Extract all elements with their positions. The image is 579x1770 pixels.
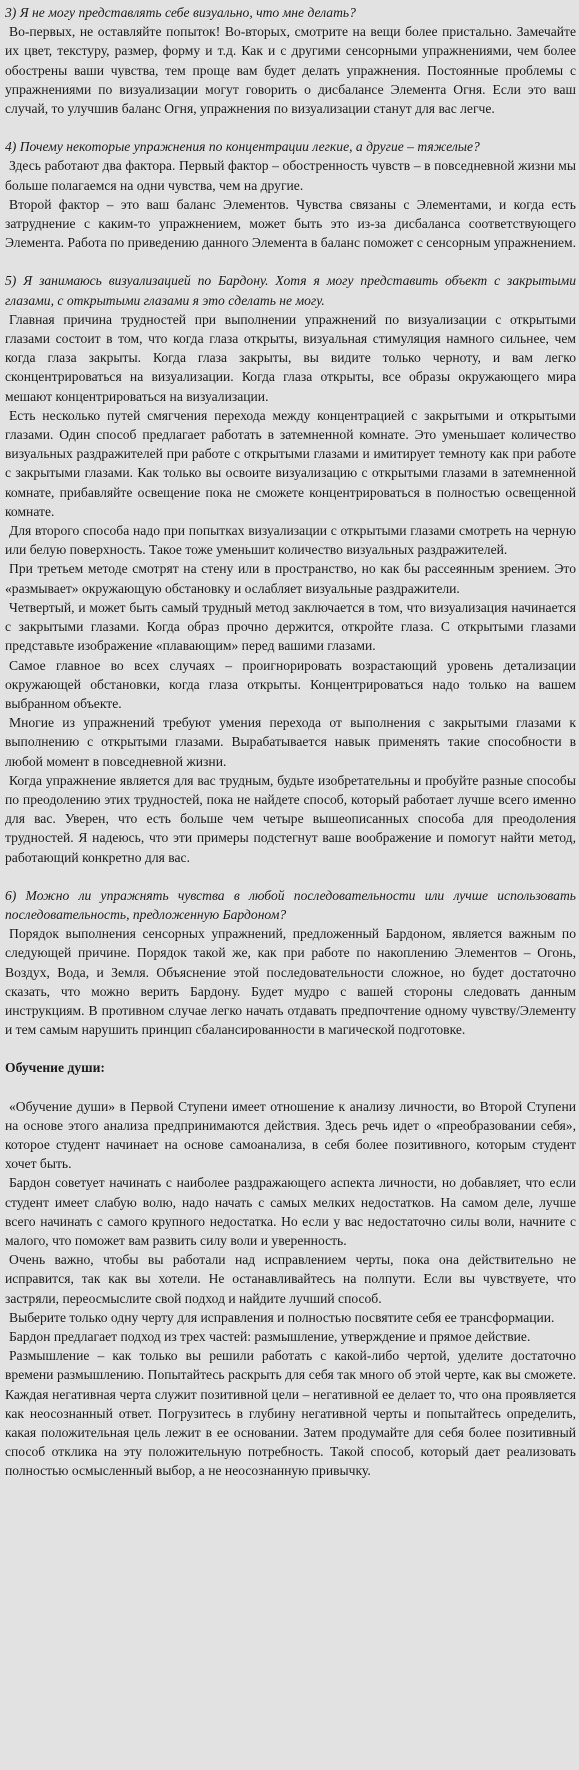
faq-answer-paragraph: Для второго способа надо при попытках визуализации с открытыми глазами смотреть на черную или белую поверхность. Такое тоже уменьшит количество визуальных раздражителей. bbox=[5, 523, 576, 558]
faq-question: 6) Можно ли упражнять чувства в любой последовательности или лучше использовать последовательность, предложенную Бардоном? bbox=[5, 887, 576, 922]
soul-heading: Обучение души: bbox=[5, 1060, 105, 1076]
soul-paragraphs bbox=[5, 1097, 576, 1481]
soul-paragraph: «Обучение души» в Первой Ступени имеет отношение к анализу личности, во Второй Ступени на основе этого анализа предпринимаются действия. Здесь речь идет о «преобразовании себя», которое студент начинает на основе самоанализа, в себя более позитивного, которым студент хочет быть. bbox=[5, 1098, 576, 1172]
section-gap bbox=[5, 118, 576, 137]
soul-paragraph: Бардон предлагает подход из трех частей: размышление, утверждение и прямое действие. bbox=[9, 1329, 531, 1344]
faq-answer-paragraph: Второй фактор – это ваш баланс Элементов. Чувства связаны с Элементами, и когда есть затруднение с каким-то упражнением, может быть это из-за дисбаланса соответствующего Элемента. Работа по приведению данного Элемента в баланс поможет с сенсорным упражнением. bbox=[5, 196, 577, 251]
soul-paragraph: Размышление – как только вы решили работать с какой-либо чертой, уделите достаточно времени размышлению. Попытайтесь раскрыть для себя так много об этой черте, как вы сможете. Каждая негативная черта служит позитивной цели – негативной ее делает то, что она проявляется как неосознанный ответ. Погрузитесь в глубину негативной черты и попытайтесь определить, какая положительная цель лежит в ее основании. Затем продумайте для себя более позитивный способ отклика на эту положительную потребность. Такой способ, который дает реализовать полностью осмысленный выбор, а не неосознанную привычку. bbox=[5, 1348, 576, 1479]
faq-answer-paragraph: При третьем методе смотрят на стену или в пространство, но как бы рассеянным зрением. Это «размывает» окружающую обстановку и ослабляет визуальные раздражители. bbox=[5, 561, 576, 596]
soul-paragraph: Бардон советует начинать с наиболее раздражающего аспекта личности, но добавляет, что если студент имеет слабую волю, надо начать с самых мелких недостатков. На самом деле, лучше всего начинать с самого крупного недостатка. Но если у вас недостаточно силы воли, начните с малого, что поможет вам развить силу воли и уверенность. bbox=[5, 1175, 576, 1248]
faq-section bbox=[5, 137, 576, 252]
faq-section bbox=[5, 271, 576, 866]
faq-section bbox=[5, 886, 576, 1040]
faq-answer-paragraph: Когда упражнение является для вас трудным, будьте изобретательны и пробуйте разные способы по преодолению этих трудностей, пока не найдете способ, который работает лучше всего именно для вас. Уверен, что есть больше чем четыре вышеописанных способа для преодоления трудностей. Я надеюсь, что эти примеры подстегнут ваше воображение и помогут найти метод, работающий конкретно для вас. bbox=[5, 772, 576, 865]
faq-answer-paragraph: Главная причина трудностей при выполнении упражнений по визуализации с открытыми глазами состоит в том, что когда глаза открыты, визуальная стимуляция намного сильнее, чем когда глаза закрыты. Когда глаза закрыты, вы видите только черноту, и вам легко сконцентрироваться на визуализации. Когда глаза открыты, все образы окружающего мира мешают концентрироваться на визуализации. bbox=[5, 311, 576, 404]
heading-gap bbox=[5, 1078, 576, 1097]
faq-answer-paragraph: Самое главное во всех случаях – проигнорировать возрастающий уровень детализации окружающей обстановки, когда глаза открыты. Концентрироваться надо только на вашем выбранном объекте. bbox=[5, 657, 576, 711]
section-gap bbox=[5, 252, 576, 271]
faq-question: 3) Я не могу представлять себе визуально, что мне делать? bbox=[5, 5, 356, 20]
soul-paragraph: Выберите только одну черту для исправления и полностью посвятите себя ее трансформации. bbox=[9, 1309, 555, 1325]
faq-question: 5) Я занимаюсь визуализацией по Бардону. Хотя я могу представить объект с закрытыми глазами, с открытыми глазами я это сделать не могу. bbox=[5, 273, 576, 308]
section-gap bbox=[5, 867, 576, 886]
faq-answer-paragraph: Здесь работают два фактора. Первый фактор – обостренность чувств – в повседневной жизни мы больше полагаемся на одни чувства, чем на другие. bbox=[5, 158, 576, 193]
faq-sections bbox=[5, 3, 576, 1039]
faq-answer-paragraph: Есть несколько путей смягчения перехода между концентрацией с закрытыми и открытыми глазами. Один способ предлагает работать в затемненной комнате. Это уменьшает количество визуальных раздражителей при работе с открытыми глазами и имитирует темноту как при работе с закрытыми глазами. Как только вы освоите визуализацию с открытыми глазами в затемненной комнате, прибавляйте освещение пока не сможете концентрироваться в полностью освещенной комнате. bbox=[5, 407, 576, 519]
faq-answer-paragraph: Во-первых, не оставляйте попыток! Во-вторых, смотрите на вещи более пристально. Замечайте их цвет, текстуру, размер, форму и т.д. Как и с другими сенсорными упражнениями, чем более обострены ваши чувства, тем проще вам будет делать упражнения. Постоянные проблемы с упражнениями по визуализации могут говорить о дисбалансе Элемента Огня. Если это ваш случай, то улучшив баланс Огня, упражнения по визуализации станут для вас легче. bbox=[5, 24, 576, 117]
soul-paragraph: Очень важно, чтобы вы работали над исправлением черты, пока она действительно не исправится, так как вы хотели. Не останавливайтесь на полпути. Если вы чувствуете, что застряли, переосмыслите свой подход и найдите лучший способ. bbox=[5, 1252, 576, 1306]
section-gap bbox=[5, 1039, 576, 1058]
faq-section bbox=[5, 3, 576, 118]
faq-question: 4) Почему некоторые упражнения по концентрации легкие, а другие – тяжелые? bbox=[5, 139, 480, 155]
faq-answer-paragraph: Четвертый, и может быть самый трудный метод заключается в том, что визуализация начинается с закрытыми глазами. Когда образ прочно держится, откройте глаза. С открытыми глазами представьте изображение «плавающим» перед вашими глазами. bbox=[5, 599, 576, 654]
faq-answer-paragraph: Многие из упражнений требуют умения перехода от выполнения с закрытыми глазами к выполнению с открытыми глазами. Вырабатывается навык применять такие способности в любой момент в повседневной жизни. bbox=[5, 715, 576, 769]
faq-answer-paragraph: Порядок выполнения сенсорных упражнений, предложенный Бардоном, является важным по следующей причине. Порядок такой же, как при работе по накоплению Элементов – Огонь, Воздух, Вода, и Земля. Объяснение этой последовательности сложное, но будет достаточно сказать, что можно верить Бардону. Будет мудро с вашей стороны следовать данным инструкциям. В противном случае легко начать отдавать предпочтение одному чувству/Элементу и тем самым нарушить принцип сбалансированности в магической подготовке. bbox=[5, 926, 576, 1038]
